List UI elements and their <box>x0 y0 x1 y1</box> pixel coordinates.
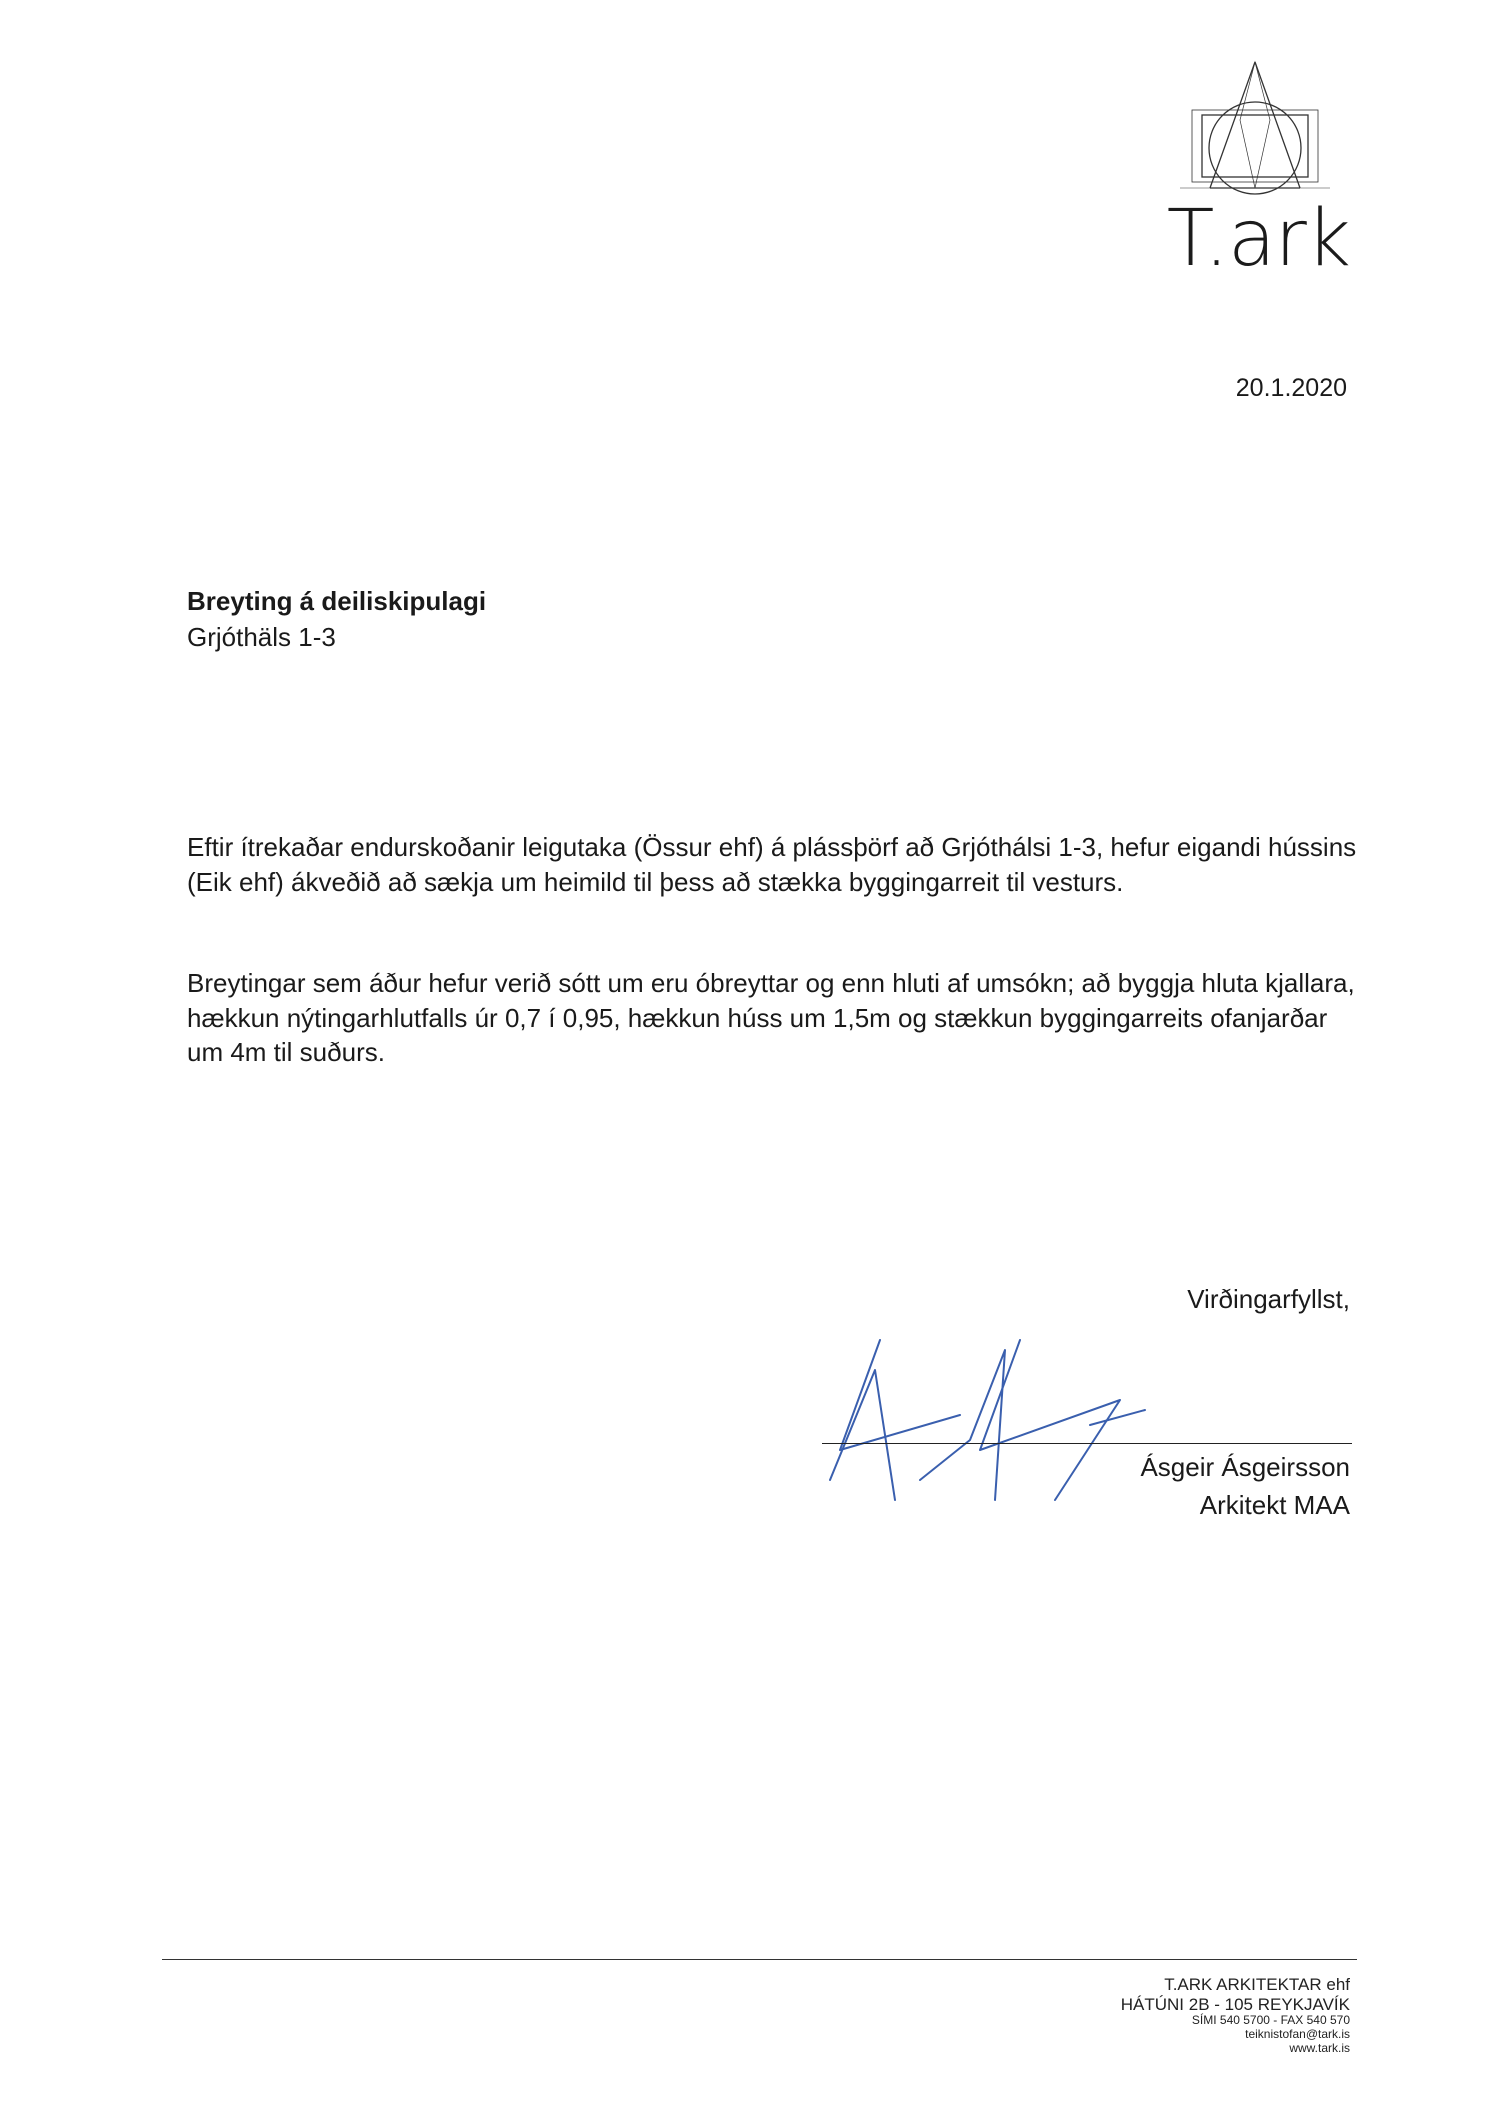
signature-line <box>822 1443 1352 1444</box>
footer-email: teiknistofan@tark.is <box>1245 2026 1350 2041</box>
tark-logo-icon <box>1180 60 1330 210</box>
closing-salutation: Virðingarfyllst, <box>1187 1284 1350 1314</box>
letter-date: 20.1.2020 <box>1235 374 1347 402</box>
handwritten-signature <box>820 1330 1240 1530</box>
footer-contact <box>1121 1975 1350 2055</box>
footer-divider <box>162 1959 1357 1960</box>
footer-website: www.tark.is <box>1289 2040 1350 2055</box>
body-paragraph: Eftir ítrekaðar endurskoðanir leigutaka (Össur ehf) á plássþörf að Grjóthálsi 1-3, hefur eigandi hússins (Eik ehf) ákveðið að sækja um heimild til þess að stækka byggingarreit til vesturs. <box>187 832 1357 897</box>
subject-subtitle: Grjóthäls 1-3 <box>187 622 336 652</box>
body-paragraph: Breytingar sem áður hefur verið sótt um eru óbreyttar og enn hluti af umsókn; að byggja hluta kjallara, hækkun nýtingarhlutfalls úr 0,7 í 0,95, hækkun húss um 1,5m og stækkun byggingarreits ofanjarðar um 4m til suðurs. <box>187 968 1355 1067</box>
signatory-title: Arkitekt MAA <box>1199 1490 1350 1520</box>
subject-title: Breyting á deiliskipulagi <box>187 586 487 616</box>
footer-address: HÁTÚNI 2B - 105 REYKJAVÍK <box>1120 1994 1350 2014</box>
signatory-name: Ásgeir Ásgeirsson <box>1140 1452 1350 1482</box>
footer-phone: SÍMI 540 5700 - FAX 540 570 <box>1191 2013 1350 2028</box>
footer-company: T.ARK ARKITEKTAR ehf <box>1164 1975 1350 1994</box>
logo-wordmark: T.ark <box>1166 194 1350 284</box>
